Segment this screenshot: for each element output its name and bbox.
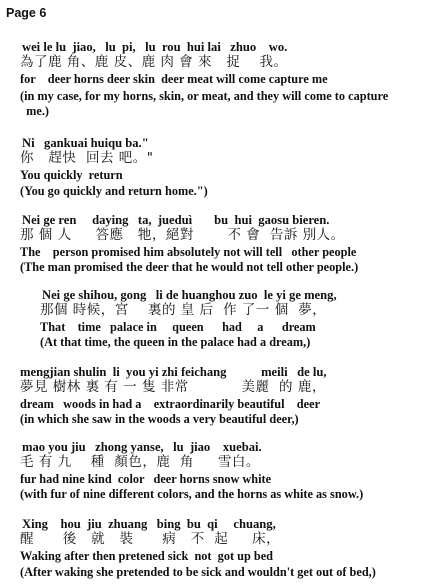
chinese-line: 你 趕快 回去 吧。" [20,150,154,166]
pinyin-line: Ni gankuai huiqu ba." [22,136,149,150]
translation-line: (You go quickly and return home.") [20,184,208,198]
translation-line: (with fur of nine different colors, and the horns as white as snow.) [20,487,364,501]
pinyin-line: wei le lu jiao, lu pi, lu rou hui lai zhuo wo. [22,40,288,54]
pinyin-line: Nei ge ren daying ta, jueduì bu hui gaosu bieren. [22,213,330,227]
chinese-line: 夢見 樹林 裏 有 一 隻 非常 美麗 的 鹿， [20,379,326,395]
translation-line: (At that time, the queen in the palace had a dream,) [40,335,311,349]
gloss-line: The person promised him absolutely not will tell other people [20,245,357,259]
gloss-line: That time palace in queen had a dream [40,320,316,334]
translation-line: (in my case, for my horns, skin, or meat, and they will come to capture [20,89,389,103]
pinyin-line: Nei ge shihou, gong li de huanghou zuo le yi ge meng, [42,288,337,302]
gloss-line: Waking after then pretened sick not got up bed [20,549,274,563]
chinese-line: 毛 有 九 種 顏色，鹿 角 雪白。 [20,454,260,470]
chinese-line: 為了鹿 角、鹿 皮、鹿 肉 會 來 捉 我。 [20,54,288,70]
gloss-line: for deer horns deer skin deer meat will come capture me [20,72,328,86]
pinyin-line: mao you jiu zhong yanse, lu jiao xuebai. [22,440,262,454]
pinyin-line: mengjian shulin li you yi zhi feichang meili de lu, [20,365,327,379]
gloss-line: fur had nine kind color deer horns snow white [20,472,272,486]
gloss-line: dream woods in had a extraordinarily beautiful deer [20,397,321,411]
chinese-line: 那個 時候，宮 裏的 皇 后 作 了一 個 夢， [40,302,327,318]
translation-line: me.) [20,104,50,118]
page-number: Page 6 [6,6,47,20]
pinyin-line: Xing hou jiu zhuang bing bu qi chuang, [22,517,276,531]
chinese-line: 醒 後 就 裝 病 不 起 床， [20,531,281,547]
translation-line: (The man promised the deer that he would not tell other people.) [20,260,359,274]
gloss-line: You quickly return [20,168,123,182]
chinese-line: 那 個 人 答應 牠，絕對 不 會 告訴 別人。 [20,227,345,243]
translation-line: (After waking she pretended to be sick and wouldn't get out of bed,) [20,565,376,579]
translation-line: (in which she saw in the woods a very beautiful deer,) [20,412,299,426]
